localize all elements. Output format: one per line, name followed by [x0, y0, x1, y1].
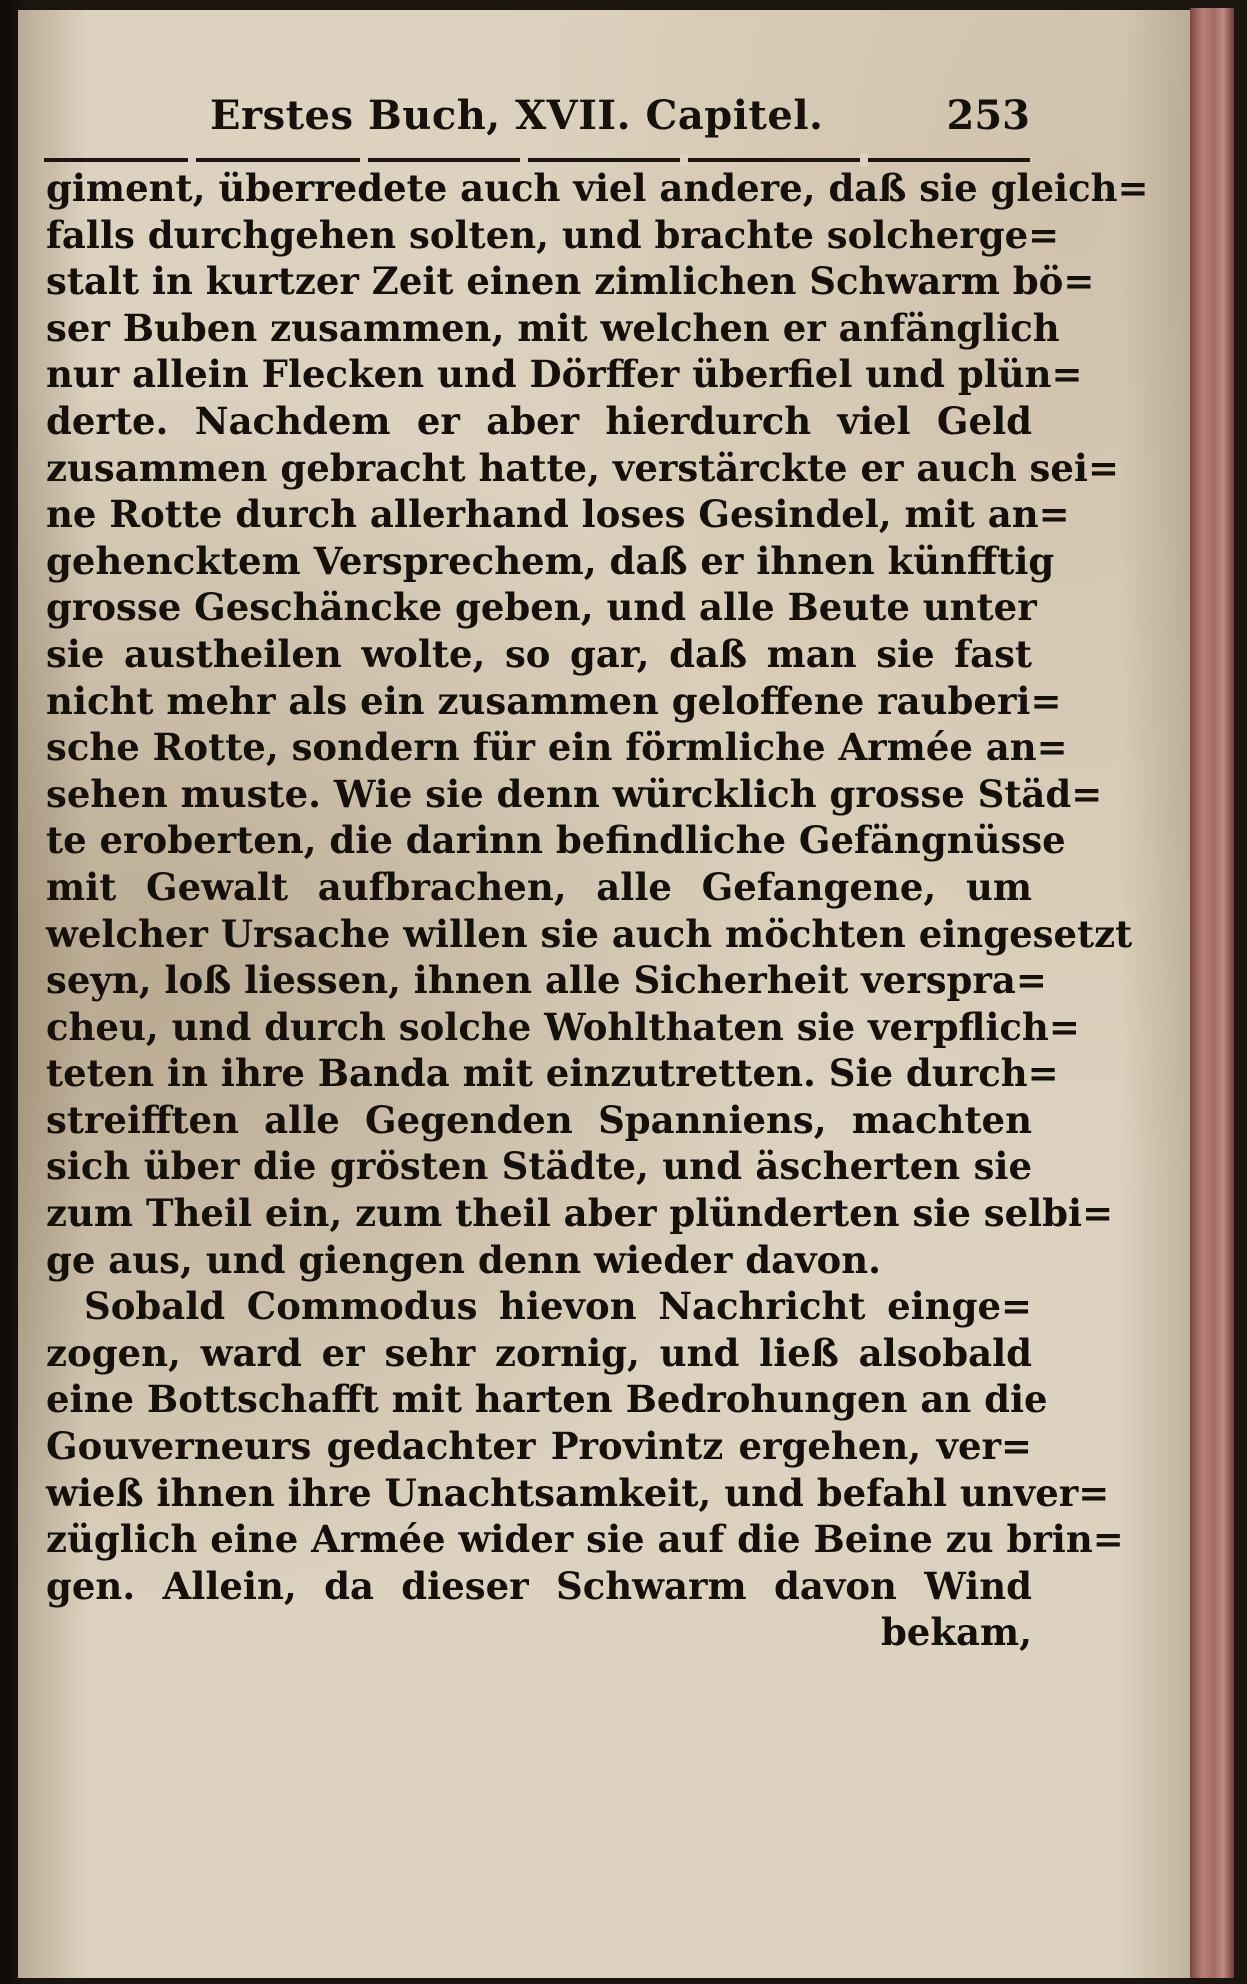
page-header	[210, 92, 1030, 152]
text-line: nicht mehr als ein zusammen geloffene rauberi=	[46, 678, 1062, 723]
text-line: teten in ihre Banda mit einzutretten. Sie durch=	[46, 1051, 1059, 1096]
text-line: streifften alle Gegenden Spanniens, machten	[46, 1097, 1032, 1142]
text-line: ne Rotte durch allerhand loses Gesindel, mit an=	[46, 492, 1070, 537]
text-line: derte. Nachdem er aber hierdurch viel Geld	[46, 398, 1032, 443]
paragraph-2	[46, 1283, 1124, 1609]
text-line: te eroberten, die darinn befindliche Gefängnüsse	[46, 818, 1066, 863]
paragraph-1	[46, 165, 1149, 1283]
text-line: grosse Geschäncke geben, und alle Beute unter	[46, 585, 1037, 630]
text-line: zogen, ward er sehr zornig, und ließ alsobald	[46, 1330, 1032, 1375]
text-line: cheu, und durch solche Wohlthaten sie verpflich=	[46, 1004, 1080, 1049]
text-line: nur allein Flecken und Dörffer überfiel und plün=	[46, 352, 1083, 397]
text-line: sehen muste. Wie sie denn würcklich grosse Städ=	[46, 771, 1103, 816]
page-number: 253	[946, 92, 1030, 139]
running-head: Erstes Buch, XVII. Capitel.	[210, 92, 824, 139]
text-line: Gouverneurs gedachter Provintz ergehen, ver=	[46, 1424, 1032, 1469]
text-line: gen. Allein, da dieser Schwarm davon Wind	[46, 1563, 1032, 1608]
text-line: ser Buben zusammen, mit welchen er anfänglich	[46, 305, 1060, 350]
text-line: falls durchgehen solten, und brachte solcherge=	[46, 212, 1060, 257]
text-line: welcher Ursache willen sie auch möchten eingesetzt	[46, 911, 1133, 956]
text-line: gehencktem Versprechem, daß er ihnen künfftig	[46, 538, 1055, 583]
text-line: züglich eine Armée wider sie auf die Beine zu brin=	[46, 1517, 1124, 1562]
body-text	[46, 165, 1149, 1656]
text-line: giment, überredete auch viel andere, daß sie gleich=	[46, 166, 1149, 210]
text-line: sich über die grösten Städte, und äscherten sie	[46, 1144, 1032, 1189]
text-line: sie austheilen wolte, so gar, daß man sie fast	[46, 631, 1032, 676]
page-edge-fore-edge	[1190, 8, 1234, 1978]
text-line: eine Bottschafft mit harten Bedrohungen an die	[46, 1377, 1048, 1422]
text-line: ge aus, und giengen denn wieder davon.	[46, 1237, 882, 1282]
text-line: seyn, loß liessen, ihnen alle Sicherheit verspra=	[46, 958, 1047, 1003]
text-line: mit Gewalt aufbrachen, alle Gefangene, um	[46, 864, 1032, 909]
text-line: Sobald Commodus hievon Nachricht einge=	[84, 1284, 1032, 1329]
text-line: zusammen gebracht hatte, verstärckte er auch sei=	[46, 445, 1119, 490]
text-line: wieß ihnen ihre Unachtsamkeit, und befahl unver=	[46, 1470, 1110, 1515]
text-line: stalt in kurtzer Zeit einen zimlichen Schwarm bö=	[46, 259, 1095, 304]
text-line: zum Theil ein, zum theil aber plünderten sie selbi=	[46, 1191, 1114, 1236]
catchword: bekam,	[880, 1610, 1032, 1655]
text-line: sche Rotte, sondern für ein förmliche Armée an=	[46, 725, 1068, 770]
